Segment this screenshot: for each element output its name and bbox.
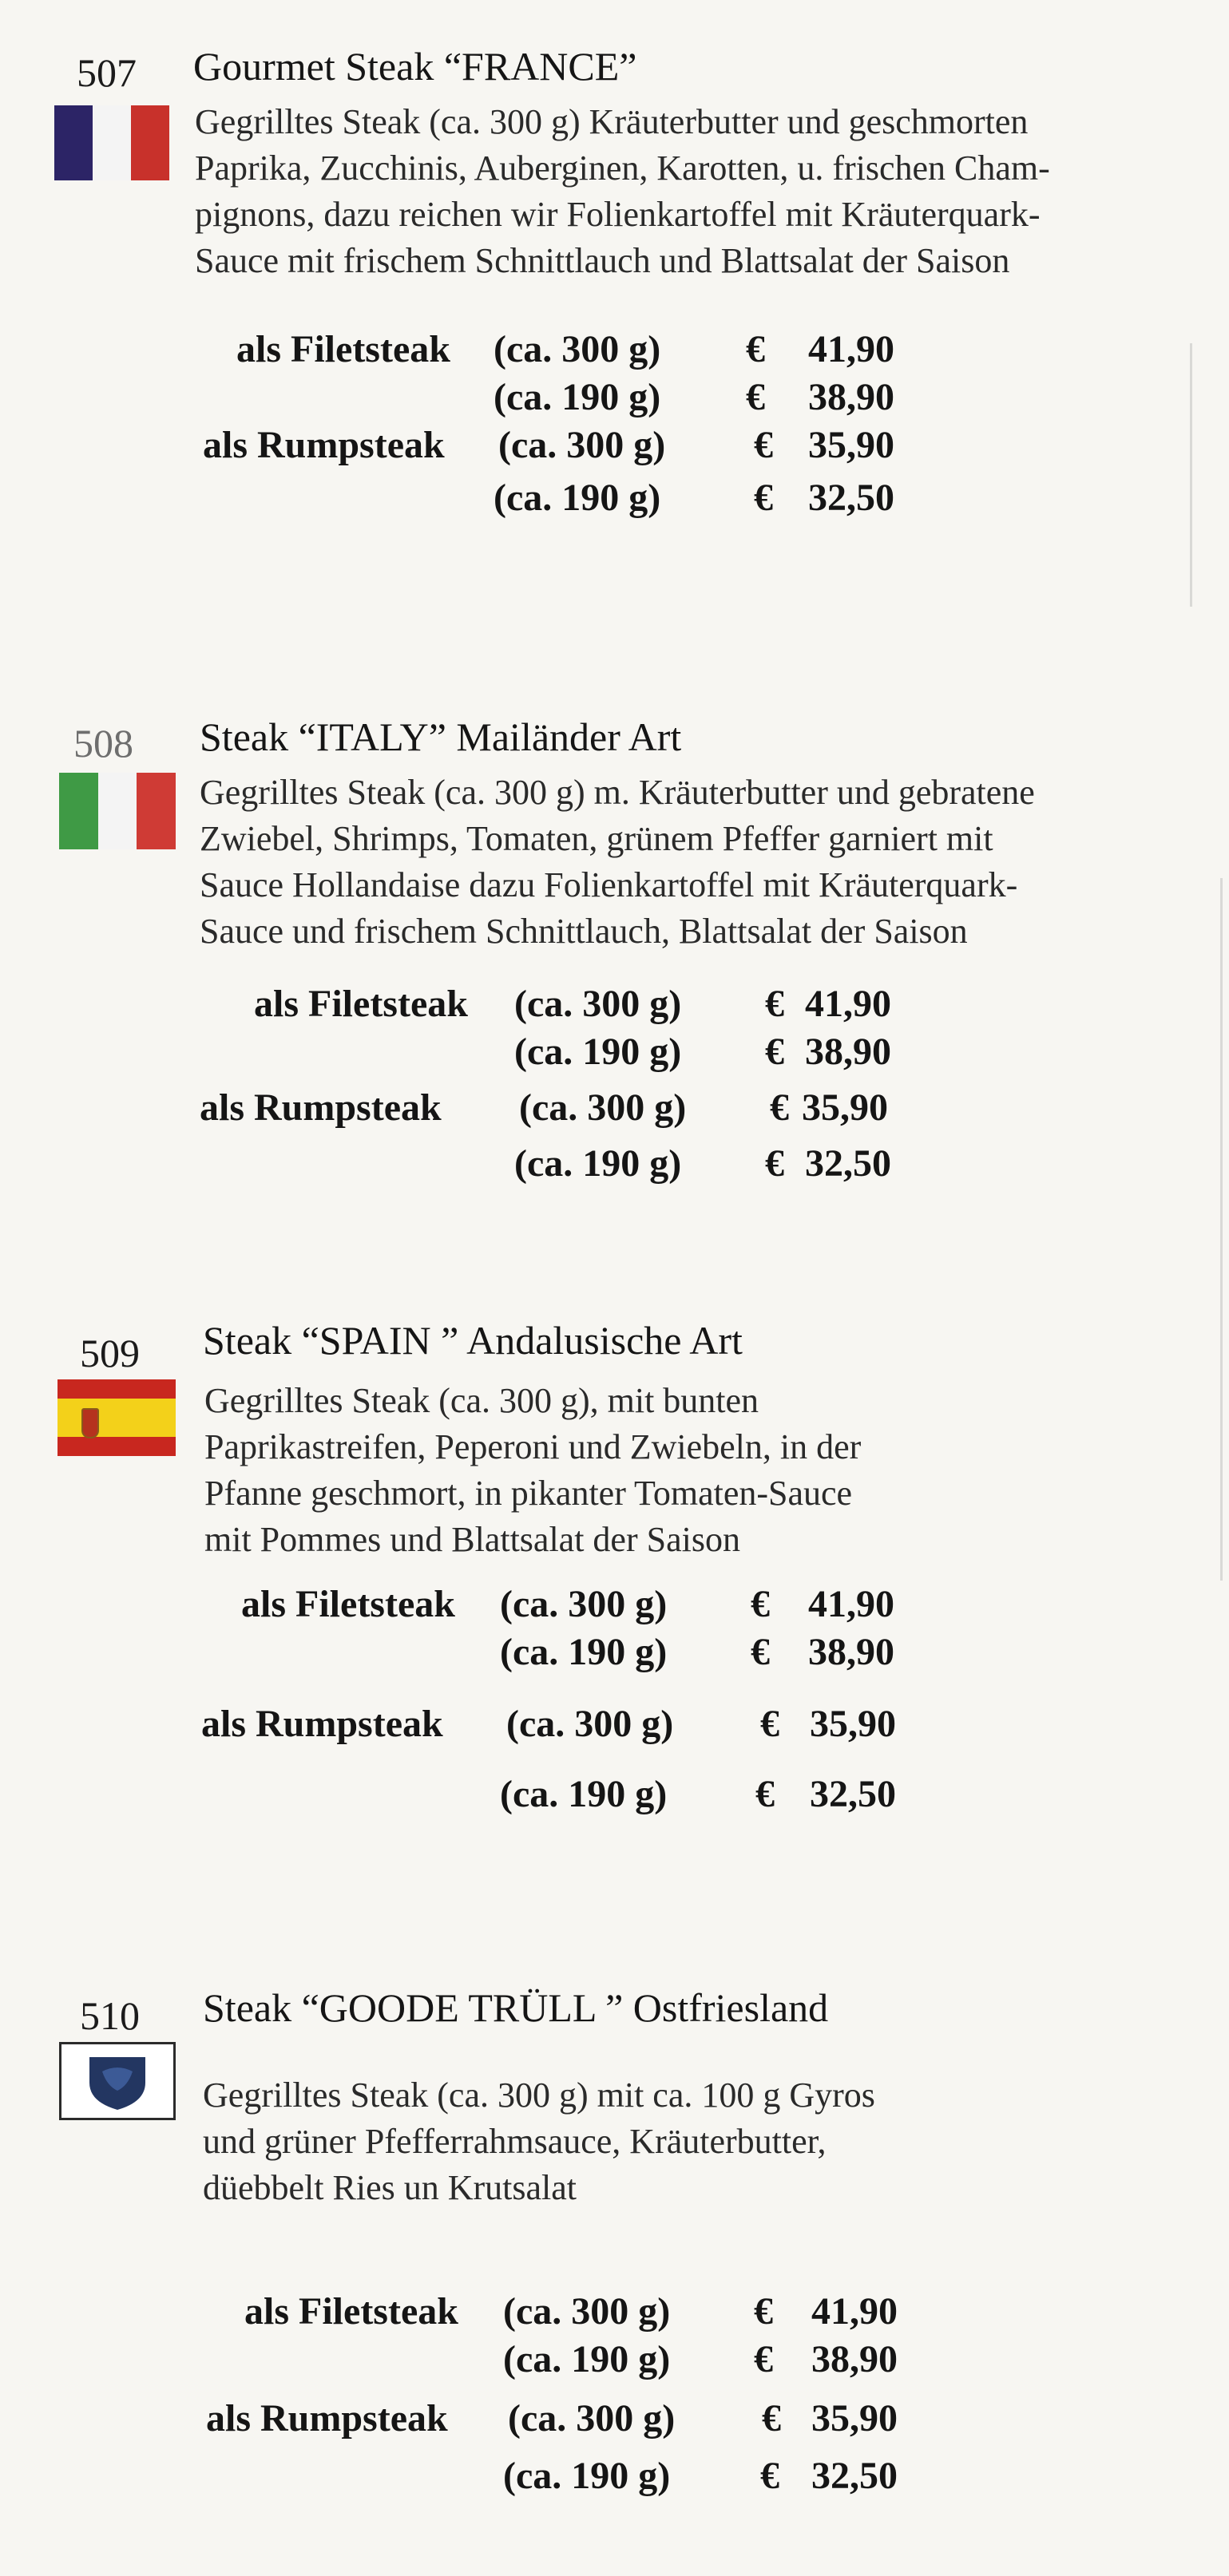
description-line: Gegrilltes Steak (ca. 300 g), mit bunten [204, 1381, 759, 1420]
dish-title: Steak “SPAIN ” Andalusische Art [203, 1318, 743, 1363]
spain-flag-icon [57, 1379, 176, 1456]
price-weight: (ca. 300 g) [514, 983, 682, 1025]
description-line: mit Pommes und Blattsalat der Saison [204, 1520, 740, 1559]
price-weight: (ca. 300 g) [494, 328, 661, 370]
dish-title: Steak “GOODE TRÜLL ” Ostfriesland [203, 1985, 829, 2030]
price-weight: (ca. 300 g) [519, 1086, 687, 1129]
currency-symbol: € [760, 2455, 779, 2497]
price-label: als Filetsteak [236, 328, 450, 370]
price-value: 35,90 [811, 2397, 898, 2439]
price-value: 41,90 [808, 1583, 894, 1625]
dish-number: 509 [80, 1331, 140, 1375]
price-weight: (ca. 190 g) [503, 2455, 671, 2497]
dish-description [195, 99, 1050, 284]
price-value: 35,90 [802, 1086, 888, 1129]
description-line: Gegrilltes Steak (ca. 300 g) Kräuterbutter und geschmorten [195, 102, 1029, 141]
price-value: 38,90 [811, 2338, 898, 2380]
price-weight: (ca. 300 g) [500, 1583, 668, 1625]
description-line: Paprikastreifen, Peperoni und Zwiebeln, in der [204, 1427, 862, 1466]
currency-symbol: € [765, 1142, 784, 1185]
description-line: Zwiebel, Shrimps, Tomaten, grünem Pfeffer garniert mit [200, 819, 993, 858]
crest-shield-icon [81, 2049, 153, 2113]
price-label: als Rumpsteak [203, 424, 445, 466]
dish-description [204, 1378, 861, 1563]
price-label: als Filetsteak [241, 1583, 455, 1625]
currency-symbol: € [754, 2338, 773, 2380]
price-weight: (ca. 300 g) [498, 424, 666, 466]
currency-symbol: € [754, 2290, 773, 2333]
price-weight: (ca. 190 g) [494, 477, 661, 519]
price-label: als Rumpsteak [206, 2397, 448, 2439]
ostfriesland-crest-icon [59, 2042, 176, 2120]
dish-number: 510 [80, 1993, 140, 2038]
price-weight: (ca. 190 g) [503, 2338, 671, 2380]
dish-number: 508 [73, 721, 133, 766]
price-value: 35,90 [810, 1703, 896, 1745]
currency-symbol: € [754, 477, 773, 519]
page-edge-line [1190, 343, 1192, 607]
price-value: 41,90 [811, 2290, 898, 2333]
currency-symbol: € [762, 2397, 781, 2439]
italy-flag-icon [59, 773, 176, 849]
currency-symbol: € [765, 1031, 784, 1073]
price-weight: (ca. 190 g) [500, 1773, 668, 1815]
description-line: Sauce und frischem Schnittlauch, Blattsalat der Saison [200, 912, 968, 951]
price-weight: (ca. 190 g) [500, 1631, 668, 1673]
page-edge-line [1220, 878, 1223, 1581]
price-weight: (ca. 190 g) [514, 1142, 682, 1185]
price-value: 32,50 [805, 1142, 891, 1185]
price-label: als Rumpsteak [201, 1703, 443, 1745]
price-weight: (ca. 300 g) [506, 1703, 674, 1745]
currency-symbol: € [765, 983, 784, 1025]
description-line: pignons, dazu reichen wir Folienkartoffel mit Kräuterquark- [195, 195, 1041, 234]
spain-coat-of-arms-icon [81, 1408, 99, 1438]
dish-number: 507 [77, 50, 137, 95]
currency-symbol: € [751, 1631, 770, 1673]
price-value: 38,90 [805, 1031, 891, 1073]
price-value: 32,50 [810, 1773, 896, 1815]
description-line: Sauce mit frischem Schnittlauch und Blattsalat der Saison [195, 241, 1010, 280]
dish-title: Gourmet Steak “FRANCE” [193, 44, 637, 89]
price-value: 32,50 [808, 477, 894, 519]
description-line: Pfanne geschmort, in pikanter Tomaten-Sauce [204, 1474, 853, 1513]
price-weight: (ca. 190 g) [494, 376, 661, 418]
price-weight: (ca. 300 g) [503, 2290, 671, 2333]
price-label: als Filetsteak [244, 2290, 458, 2333]
description-line: Gegrilltes Steak (ca. 300 g) m. Kräuterbutter und gebratene [200, 773, 1035, 812]
currency-symbol: € [770, 1086, 789, 1129]
price-value: 38,90 [808, 1631, 894, 1673]
price-value: 41,90 [805, 983, 891, 1025]
dish-title: Steak “ITALY” Mailänder Art [200, 714, 682, 759]
dish-description [200, 770, 1035, 955]
currency-symbol: € [760, 1703, 779, 1745]
price-weight: (ca. 190 g) [514, 1031, 682, 1073]
currency-symbol: € [746, 376, 765, 418]
currency-symbol: € [755, 1773, 775, 1815]
description-line: Sauce Hollandaise dazu Folienkartoffel mit Kräuterquark- [200, 865, 1018, 904]
price-label: als Rumpsteak [200, 1086, 442, 1129]
price-label: als Filetsteak [254, 983, 468, 1025]
france-flag-icon [54, 105, 169, 180]
currency-symbol: € [754, 424, 773, 466]
price-value: 41,90 [808, 328, 894, 370]
dish-description [203, 2072, 875, 2211]
description-line: Paprika, Zucchinis, Auberginen, Karotten, u. frischen Cham- [195, 148, 1050, 188]
currency-symbol: € [751, 1583, 770, 1625]
currency-symbol: € [746, 328, 765, 370]
price-value: 38,90 [808, 376, 894, 418]
price-weight: (ca. 300 g) [508, 2397, 676, 2439]
description-line: und grüner Pfefferrahmsauce, Kräuterbutter, [203, 2122, 827, 2161]
description-line: Gegrilltes Steak (ca. 300 g) mit ca. 100 g Gyros [203, 2075, 875, 2115]
price-value: 32,50 [811, 2455, 898, 2497]
description-line: düebbelt Ries un Krutsalat [203, 2168, 577, 2207]
price-value: 35,90 [808, 424, 894, 466]
